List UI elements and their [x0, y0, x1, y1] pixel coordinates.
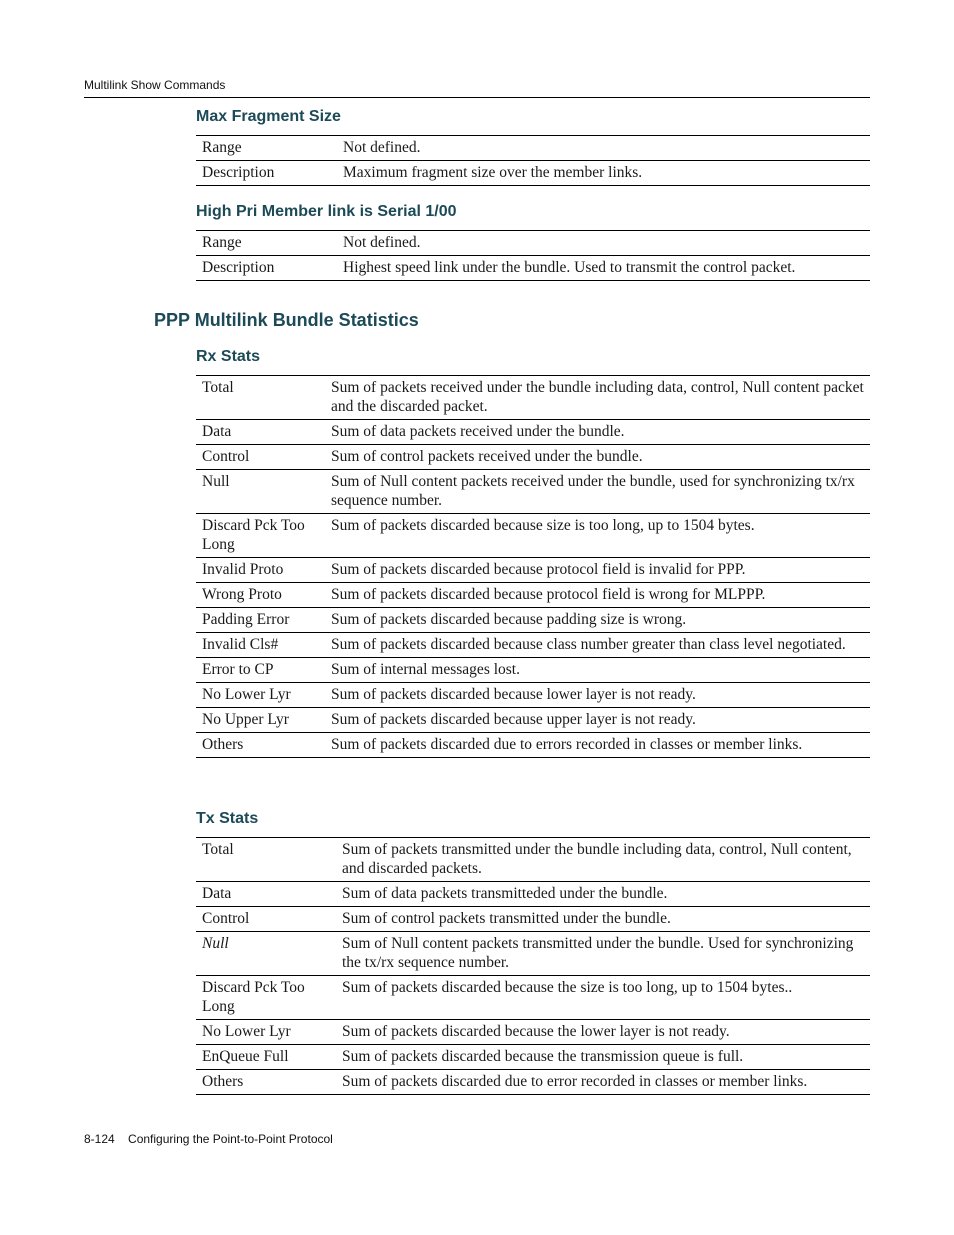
description-cell: Highest speed link under the bundle. Used to transmit the control packet. — [337, 256, 870, 281]
page-number: 8-124 — [84, 1132, 115, 1146]
table-row — [196, 608, 870, 633]
running-header: Multilink Show Commands — [84, 78, 226, 92]
term-cell: Null — [196, 470, 325, 514]
table-row — [196, 136, 870, 161]
term-cell: Range — [196, 136, 337, 161]
description-cell: Not defined. — [337, 231, 870, 256]
term-cell: Error to CP — [196, 658, 325, 683]
high-pri-table — [196, 230, 870, 281]
description-cell: Sum of packets discarded because lower layer is not ready. — [325, 683, 870, 708]
term-cell: Invalid Proto — [196, 558, 325, 583]
description-cell: Sum of packets discarded because protocol field is wrong for MLPPP. — [325, 583, 870, 608]
description-cell: Sum of packets discarded because size is too long, up to 1504 bytes. — [325, 514, 870, 558]
term-cell: Others — [196, 733, 325, 758]
description-cell: Sum of internal messages lost. — [325, 658, 870, 683]
table-row — [196, 470, 870, 514]
description-cell: Sum of packets discarded because upper layer is not ready. — [325, 708, 870, 733]
table-row — [196, 1020, 870, 1045]
term-cell: Range — [196, 231, 337, 256]
term-cell: Others — [196, 1070, 336, 1095]
table-row — [196, 838, 870, 882]
description-cell: Sum of data packets received under the bundle. — [325, 420, 870, 445]
header-rule — [84, 97, 870, 98]
term-cell: No Lower Lyr — [196, 683, 325, 708]
description-cell: Sum of Null content packets received under the bundle, used for synchronizing tx/rx sequence number. — [325, 470, 870, 514]
table-row — [196, 445, 870, 470]
description-cell: Sum of packets discarded because the lower layer is not ready. — [336, 1020, 870, 1045]
section-title-bundle-statistics: PPP Multilink Bundle Statistics — [154, 310, 419, 330]
table-row — [196, 558, 870, 583]
term-cell: Control — [196, 907, 336, 932]
term-cell: Data — [196, 420, 325, 445]
term-cell: Total — [196, 838, 336, 882]
table-row — [196, 256, 870, 281]
table-row — [196, 1070, 870, 1095]
table-row — [196, 658, 870, 683]
table-row — [196, 932, 870, 976]
section-title-tx-stats: Tx Stats — [196, 810, 259, 827]
max-fragment-table — [196, 135, 870, 186]
table-row — [196, 514, 870, 558]
description-cell: Sum of packets discarded due to errors recorded in classes or member links. — [325, 733, 870, 758]
term-cell: Padding Error — [196, 608, 325, 633]
term-cell: Control — [196, 445, 325, 470]
section-title-rx-stats: Rx Stats — [196, 348, 261, 365]
description-cell: Sum of control packets received under the bundle. — [325, 445, 870, 470]
table-row — [196, 708, 870, 733]
term-cell: Data — [196, 882, 336, 907]
table-row — [196, 683, 870, 708]
term-cell: Discard Pck Too Long — [196, 976, 336, 1020]
table-row — [196, 376, 870, 420]
description-cell: Sum of packets discarded because class number greater than class level negotiated. — [325, 633, 870, 658]
table-row — [196, 976, 870, 1020]
description-cell: Maximum fragment size over the member links. — [337, 161, 870, 186]
term-cell: No Upper Lyr — [196, 708, 325, 733]
section-title-max-fragment-size: Max Fragment Size — [196, 108, 341, 125]
page-footer — [84, 1132, 333, 1146]
table-row — [196, 882, 870, 907]
section-title-high-pri-member-link: High Pri Member link is Serial 1/00 — [196, 203, 457, 220]
description-cell: Sum of data packets transmitteded under the bundle. — [336, 882, 870, 907]
term-cell: Description — [196, 256, 337, 281]
description-cell: Sum of packets discarded because padding size is wrong. — [325, 608, 870, 633]
term-cell: Description — [196, 161, 337, 186]
description-cell: Sum of packets discarded due to error recorded in classes or member links. — [336, 1070, 870, 1095]
table-row — [196, 583, 870, 608]
term-cell: EnQueue Full — [196, 1045, 336, 1070]
table-row — [196, 161, 870, 186]
description-cell: Sum of packets transmitted under the bundle including data, control, Null content, and discarded packets. — [336, 838, 870, 882]
description-cell: Sum of control packets transmitted under the bundle. — [336, 907, 870, 932]
table-row — [196, 633, 870, 658]
table-row — [196, 733, 870, 758]
term-cell: Wrong Proto — [196, 583, 325, 608]
term-cell: Discard Pck Too Long — [196, 514, 325, 558]
term-cell: Null — [196, 932, 336, 976]
table-row — [196, 231, 870, 256]
description-cell: Sum of packets discarded because the size is too long, up to 1504 bytes.. — [336, 976, 870, 1020]
table-row — [196, 1045, 870, 1070]
term-cell: Invalid Cls# — [196, 633, 325, 658]
description-cell: Sum of packets received under the bundle including data, control, Null content packet and the discarded packet. — [325, 376, 870, 420]
chapter-title: Configuring the Point-to-Point Protocol — [128, 1132, 333, 1146]
term-cell: No Lower Lyr — [196, 1020, 336, 1045]
description-cell: Sum of packets discarded because the transmission queue is full. — [336, 1045, 870, 1070]
table-row — [196, 420, 870, 445]
description-cell: Sum of Null content packets transmitted under the bundle. Used for synchronizing the tx/rx sequence number. — [336, 932, 870, 976]
rx-stats-table — [196, 375, 870, 758]
table-row — [196, 907, 870, 932]
description-cell: Sum of packets discarded because protocol field is invalid for PPP. — [325, 558, 870, 583]
description-cell: Not defined. — [337, 136, 870, 161]
term-cell: Total — [196, 376, 325, 420]
tx-stats-table — [196, 837, 870, 1095]
